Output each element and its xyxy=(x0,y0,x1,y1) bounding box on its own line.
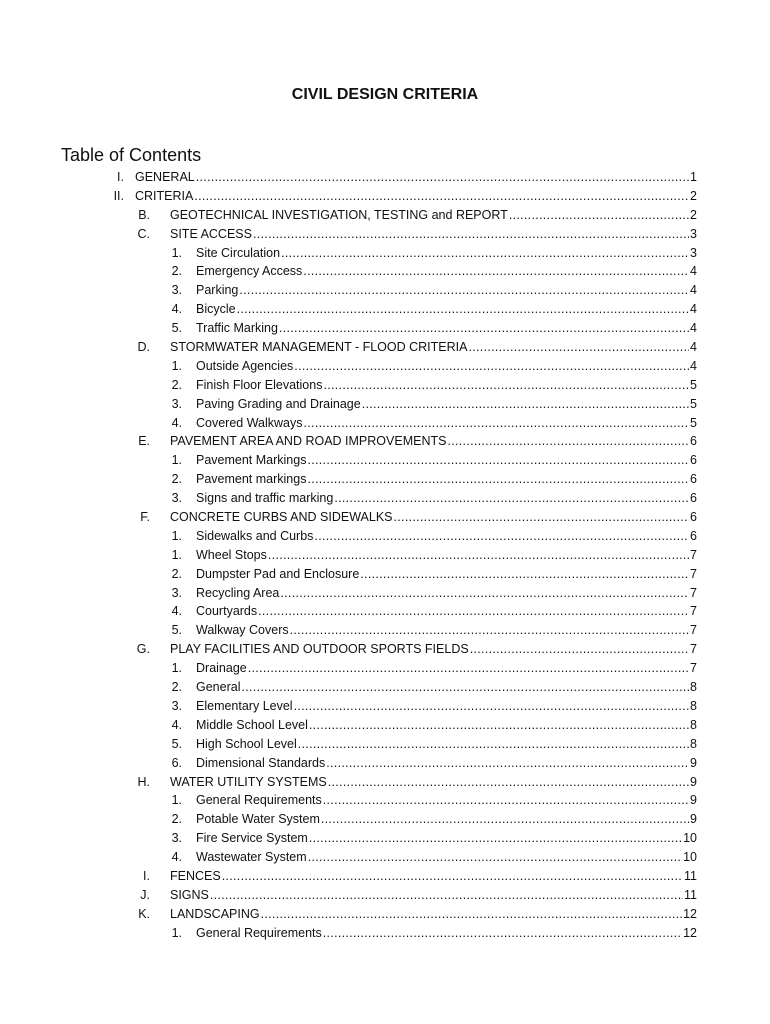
toc-page-number: 4 xyxy=(690,321,697,336)
toc-dot-leader xyxy=(303,262,689,281)
toc-entry-number: J. xyxy=(140,887,150,902)
toc-page-number: 10 xyxy=(683,850,697,865)
toc-page-number: 7 xyxy=(690,585,697,600)
toc-page-number: 4 xyxy=(690,340,697,355)
toc-entry-line xyxy=(196,810,697,829)
toc-entry-number: 1. xyxy=(171,245,182,260)
toc-entry[interactable] xyxy=(0,773,770,792)
toc-entry-number: 4. xyxy=(171,302,182,317)
toc-entry-number: 2. xyxy=(171,812,182,827)
toc-entry[interactable] xyxy=(0,791,770,810)
toc-entry-title: Covered Walkways xyxy=(196,415,303,430)
toc-entry-number: C. xyxy=(137,226,150,241)
toc-entry-line xyxy=(196,357,697,376)
toc-entry-line xyxy=(196,565,697,584)
toc-page-number: 9 xyxy=(690,793,697,808)
toc-entry-line xyxy=(196,754,697,773)
toc-entry-title: Traffic Marking xyxy=(196,321,278,336)
toc-entry-line xyxy=(196,829,697,848)
toc-entry[interactable] xyxy=(0,187,770,206)
toc-entry[interactable] xyxy=(0,754,770,773)
toc-entry-number: G. xyxy=(136,642,150,657)
toc-entry-number: 1. xyxy=(171,453,182,468)
toc-dot-leader xyxy=(468,338,689,357)
toc-page-number: 5 xyxy=(690,415,697,430)
toc-entry-line xyxy=(196,697,697,716)
toc-entry[interactable] xyxy=(0,262,770,281)
toc-entry-number: 3. xyxy=(171,831,182,846)
toc-entry-title: Dumpster Pad and Enclosure xyxy=(196,566,360,581)
toc-page-number: 9 xyxy=(690,755,697,770)
toc-entry-number: 2. xyxy=(171,472,182,487)
toc-page-number: 5 xyxy=(690,377,697,392)
toc-entry-line xyxy=(196,848,697,867)
toc-dot-leader xyxy=(326,754,689,773)
toc-entry-line xyxy=(196,924,697,943)
toc-entry-line xyxy=(196,451,697,470)
toc-entry-line xyxy=(196,602,697,621)
toc-entry-number: 1. xyxy=(171,528,182,543)
toc-dot-leader xyxy=(308,848,682,867)
toc-entry-number: 6. xyxy=(171,755,182,770)
toc-entry[interactable] xyxy=(0,924,770,943)
toc-entry[interactable] xyxy=(0,678,770,697)
toc-entry[interactable] xyxy=(0,451,770,470)
toc-entry-line xyxy=(170,508,697,527)
toc-entry-number: H. xyxy=(137,774,150,789)
toc-page-number: 4 xyxy=(690,302,697,317)
toc-dot-leader xyxy=(279,319,689,338)
toc-entry-line xyxy=(196,395,697,414)
toc-dot-leader xyxy=(248,659,689,678)
toc-entry-number: 1. xyxy=(171,358,182,373)
toc-dot-leader xyxy=(447,432,689,451)
toc-entry[interactable] xyxy=(0,546,770,565)
toc-dot-leader xyxy=(334,489,689,508)
toc-entry-title: CRITERIA xyxy=(135,188,194,203)
toc-entry-title: SITE ACCESS xyxy=(170,226,252,241)
toc-page-number: 4 xyxy=(690,358,697,373)
toc-dot-leader xyxy=(307,451,689,470)
table-of-contents xyxy=(0,168,770,943)
toc-entry[interactable] xyxy=(0,697,770,716)
toc-entry-line xyxy=(170,773,697,792)
toc-entry-line xyxy=(170,206,697,225)
toc-entry-line xyxy=(170,432,697,451)
toc-dot-leader xyxy=(470,640,689,659)
toc-entry-title: Fire Service System xyxy=(196,831,308,846)
toc-dot-leader xyxy=(360,565,689,584)
toc-entry-title: Emergency Access xyxy=(196,264,303,279)
toc-dot-leader xyxy=(237,300,689,319)
toc-page-number: 2 xyxy=(690,207,697,222)
toc-entry-title: Recycling Area xyxy=(196,585,280,600)
toc-page-number: 7 xyxy=(690,604,697,619)
toc-entry[interactable] xyxy=(0,338,770,357)
toc-page-number: 7 xyxy=(690,642,697,657)
toc-entry-number: 5. xyxy=(171,736,182,751)
toc-entry[interactable] xyxy=(0,584,770,603)
toc-page-number: 8 xyxy=(690,698,697,713)
toc-entry[interactable] xyxy=(0,905,770,924)
toc-page-number: 6 xyxy=(690,491,697,506)
toc-entry-line xyxy=(196,319,697,338)
toc-page-number: 4 xyxy=(690,264,697,279)
toc-entry[interactable] xyxy=(0,565,770,584)
toc-entry-line xyxy=(196,527,697,546)
toc-entry-title: Walkway Covers xyxy=(196,623,289,638)
toc-entry[interactable] xyxy=(0,829,770,848)
toc-entry-title: Middle School Level xyxy=(196,717,308,732)
toc-entry-title: PLAY FACILITIES AND OUTDOOR SPORTS FIELDS xyxy=(170,642,469,657)
toc-entry-title: Outside Agencies xyxy=(196,358,294,373)
toc-entry[interactable] xyxy=(0,300,770,319)
toc-entry-number: 1. xyxy=(171,793,182,808)
toc-entry-line xyxy=(196,470,697,489)
toc-dot-leader xyxy=(294,357,689,376)
toc-entry[interactable] xyxy=(0,527,770,546)
toc-dot-leader xyxy=(309,829,682,848)
toc-page-number: 5 xyxy=(690,396,697,411)
toc-entry-number: 2. xyxy=(171,566,182,581)
toc-entry[interactable] xyxy=(0,716,770,735)
toc-dot-leader xyxy=(241,678,689,697)
toc-entry-number: F. xyxy=(140,510,150,525)
toc-entry[interactable] xyxy=(0,810,770,829)
toc-entry-title: General Requirements xyxy=(196,925,322,940)
toc-entry[interactable] xyxy=(0,640,770,659)
toc-dot-leader xyxy=(309,716,689,735)
toc-dot-leader xyxy=(222,867,683,886)
toc-entry[interactable] xyxy=(0,470,770,489)
toc-dot-leader xyxy=(321,810,689,829)
toc-entry-line xyxy=(196,300,697,319)
toc-page-number: 4 xyxy=(690,283,697,298)
toc-entry-number: 2. xyxy=(171,680,182,695)
toc-dot-leader xyxy=(290,621,689,640)
toc-page-number: 8 xyxy=(690,736,697,751)
toc-dot-leader xyxy=(323,376,689,395)
toc-dot-leader xyxy=(298,735,689,754)
toc-dot-leader xyxy=(253,225,689,244)
toc-entry-line xyxy=(170,905,697,924)
toc-page-number: 6 xyxy=(690,510,697,525)
toc-entry[interactable] xyxy=(0,735,770,754)
toc-entry-number: 3. xyxy=(171,283,182,298)
toc-entry-title: General Requirements xyxy=(196,793,322,808)
toc-entry-number: D. xyxy=(137,340,150,355)
toc-entry-number: K. xyxy=(138,906,150,921)
toc-entry-number: 1. xyxy=(171,925,182,940)
toc-entry-number: 4. xyxy=(171,717,182,732)
toc-entry-line xyxy=(196,791,697,810)
toc-page-number: 8 xyxy=(690,680,697,695)
toc-page-number: 9 xyxy=(690,774,697,789)
toc-entry-line xyxy=(170,886,697,905)
toc-entry[interactable] xyxy=(0,357,770,376)
toc-entry[interactable] xyxy=(0,621,770,640)
toc-entry-title: High School Level xyxy=(196,736,297,751)
toc-page-number: 6 xyxy=(690,434,697,449)
toc-dot-leader xyxy=(258,602,689,621)
toc-entry-line xyxy=(196,244,697,263)
toc-entry-line xyxy=(196,414,697,433)
toc-dot-leader xyxy=(323,924,682,943)
toc-entry-number: 3. xyxy=(171,491,182,506)
toc-entry-number: I. xyxy=(117,170,124,184)
toc-dot-leader xyxy=(239,281,689,300)
toc-dot-leader xyxy=(210,886,683,905)
toc-entry-number: B. xyxy=(138,207,150,222)
toc-entry[interactable] xyxy=(0,489,770,508)
toc-entry-line xyxy=(170,867,697,886)
toc-entry-line xyxy=(196,281,697,300)
toc-dot-leader xyxy=(362,395,689,414)
toc-entry-title: Parking xyxy=(196,283,239,298)
toc-dot-leader xyxy=(280,584,689,603)
toc-dot-leader xyxy=(294,697,689,716)
toc-entry-title: Bicycle xyxy=(196,302,236,317)
toc-entry-line xyxy=(196,716,697,735)
toc-entry-title: WATER UTILITY SYSTEMS xyxy=(170,774,327,789)
toc-dot-leader xyxy=(268,546,689,565)
toc-entry-line xyxy=(170,640,697,659)
toc-entry[interactable] xyxy=(0,886,770,905)
toc-page-number: 7 xyxy=(690,566,697,581)
toc-entry-title: CONCRETE CURBS AND SIDEWALKS xyxy=(170,510,393,525)
toc-entry-title: FENCES xyxy=(170,868,221,883)
toc-entry-title: GEOTECHNICAL INVESTIGATION, TESTING and REPORT xyxy=(170,207,508,222)
toc-entry-number: 4. xyxy=(171,604,182,619)
toc-entry[interactable] xyxy=(0,244,770,263)
toc-entry[interactable] xyxy=(0,867,770,886)
toc-entry-line xyxy=(196,659,697,678)
toc-entry-title: Courtyards xyxy=(196,604,258,619)
toc-entry-line xyxy=(170,338,697,357)
toc-entry-title: LANDSCAPING xyxy=(170,906,260,921)
toc-page-number: 1 xyxy=(690,170,697,184)
toc-entry-title: Site Circulation xyxy=(196,245,281,260)
toc-dot-leader xyxy=(394,508,690,527)
toc-entry[interactable] xyxy=(0,602,770,621)
toc-entry-title: Signs and traffic marking xyxy=(196,491,334,506)
toc-dot-leader xyxy=(314,527,689,546)
toc-page-number: 3 xyxy=(690,226,697,241)
toc-page-number: 8 xyxy=(690,717,697,732)
toc-dot-leader xyxy=(307,470,689,489)
toc-entry[interactable] xyxy=(0,508,770,527)
toc-entry-title: Dimensional Standards xyxy=(196,755,326,770)
toc-entry[interactable] xyxy=(0,319,770,338)
toc-page-number: 3 xyxy=(690,245,697,260)
toc-entry-number: 4. xyxy=(171,415,182,430)
toc-entry[interactable] xyxy=(0,414,770,433)
toc-entry-line xyxy=(196,678,697,697)
toc-page-number: 11 xyxy=(684,887,697,902)
toc-entry[interactable] xyxy=(0,376,770,395)
toc-entry[interactable] xyxy=(0,206,770,225)
toc-entry[interactable] xyxy=(0,395,770,414)
toc-entry-title: PAVEMENT AREA AND ROAD IMPROVEMENTS xyxy=(170,434,447,449)
toc-entry-number: 4. xyxy=(171,850,182,865)
toc-entry-number: II. xyxy=(113,188,124,203)
toc-page-number: 2 xyxy=(690,188,697,203)
toc-entry-number: 3. xyxy=(171,396,182,411)
toc-entry-line xyxy=(196,376,697,395)
toc-entry-title: Pavement Markings xyxy=(196,453,307,468)
toc-entry-number: 2. xyxy=(171,264,182,279)
toc-entry-title: Finish Floor Elevations xyxy=(196,377,323,392)
toc-page-number: 6 xyxy=(690,453,697,468)
toc-entry[interactable] xyxy=(0,281,770,300)
toc-entry-number: E. xyxy=(138,434,150,449)
toc-entry-line xyxy=(196,735,697,754)
toc-entry-title: Drainage xyxy=(196,661,247,676)
document-title: CIVIL DESIGN CRITERIA xyxy=(291,86,479,103)
toc-entry[interactable] xyxy=(0,659,770,678)
toc-page-number: 6 xyxy=(690,472,697,487)
toc-dot-leader xyxy=(194,187,689,206)
toc-entry[interactable] xyxy=(0,225,770,244)
toc-entry-title: Wastewater System xyxy=(196,850,307,865)
toc-dot-leader xyxy=(261,905,682,924)
toc-entry-line xyxy=(170,225,697,244)
toc-dot-leader xyxy=(281,244,689,263)
toc-page-number: 9 xyxy=(690,812,697,827)
toc-dot-leader xyxy=(304,414,690,433)
toc-page-number: 7 xyxy=(690,661,697,676)
toc-entry-line xyxy=(196,262,697,281)
toc-entry-title: General xyxy=(196,680,241,695)
toc-entry-number: 3. xyxy=(171,698,182,713)
toc-entry-line xyxy=(196,489,697,508)
toc-entry-line xyxy=(196,546,697,565)
toc-dot-leader xyxy=(509,206,689,225)
toc-page-number: 12 xyxy=(683,906,697,921)
toc-page-number: 10 xyxy=(683,831,697,846)
toc-entry[interactable] xyxy=(0,848,770,867)
toc-entry-title: Wheel Stops xyxy=(196,547,267,562)
toc-entry[interactable] xyxy=(0,168,770,187)
toc-entry-line xyxy=(135,168,697,187)
toc-entry-title: Paving Grading and Drainage xyxy=(196,396,361,411)
toc-entry-line xyxy=(196,584,697,603)
toc-entry-title: Elementary Level xyxy=(196,698,293,713)
toc-entry-line xyxy=(196,621,697,640)
toc-entry-title: GENERAL xyxy=(135,170,195,184)
toc-page-number: 7 xyxy=(690,623,697,638)
toc-page-number: 7 xyxy=(690,547,697,562)
toc-entry-number: 5. xyxy=(171,321,182,336)
toc-entry-number: 3. xyxy=(171,585,182,600)
toc-entry-number: 2. xyxy=(171,377,182,392)
toc-entry-number: 1. xyxy=(171,547,182,562)
toc-entry-number: 5. xyxy=(171,623,182,638)
toc-page-number: 11 xyxy=(684,868,697,883)
toc-entry[interactable] xyxy=(0,432,770,451)
toc-entry-number: 1. xyxy=(171,661,182,676)
toc-dot-leader xyxy=(323,791,689,810)
toc-entry-title: STORMWATER MANAGEMENT - FLOOD CRITERIA xyxy=(170,340,468,355)
toc-entry-line xyxy=(135,187,697,206)
toc-heading: Table of Contents xyxy=(61,145,202,165)
toc-dot-leader xyxy=(328,773,689,792)
toc-entry-title: Pavement markings xyxy=(196,472,307,487)
toc-entry-title: Sidewalks and Curbs xyxy=(196,528,314,543)
toc-page-number: 6 xyxy=(690,528,697,543)
toc-entry-number: I. xyxy=(143,868,150,883)
toc-dot-leader xyxy=(196,168,689,187)
toc-entry-title: SIGNS xyxy=(170,887,209,902)
toc-page-number: 12 xyxy=(683,925,697,940)
toc-entry-title: Potable Water System xyxy=(196,812,320,827)
